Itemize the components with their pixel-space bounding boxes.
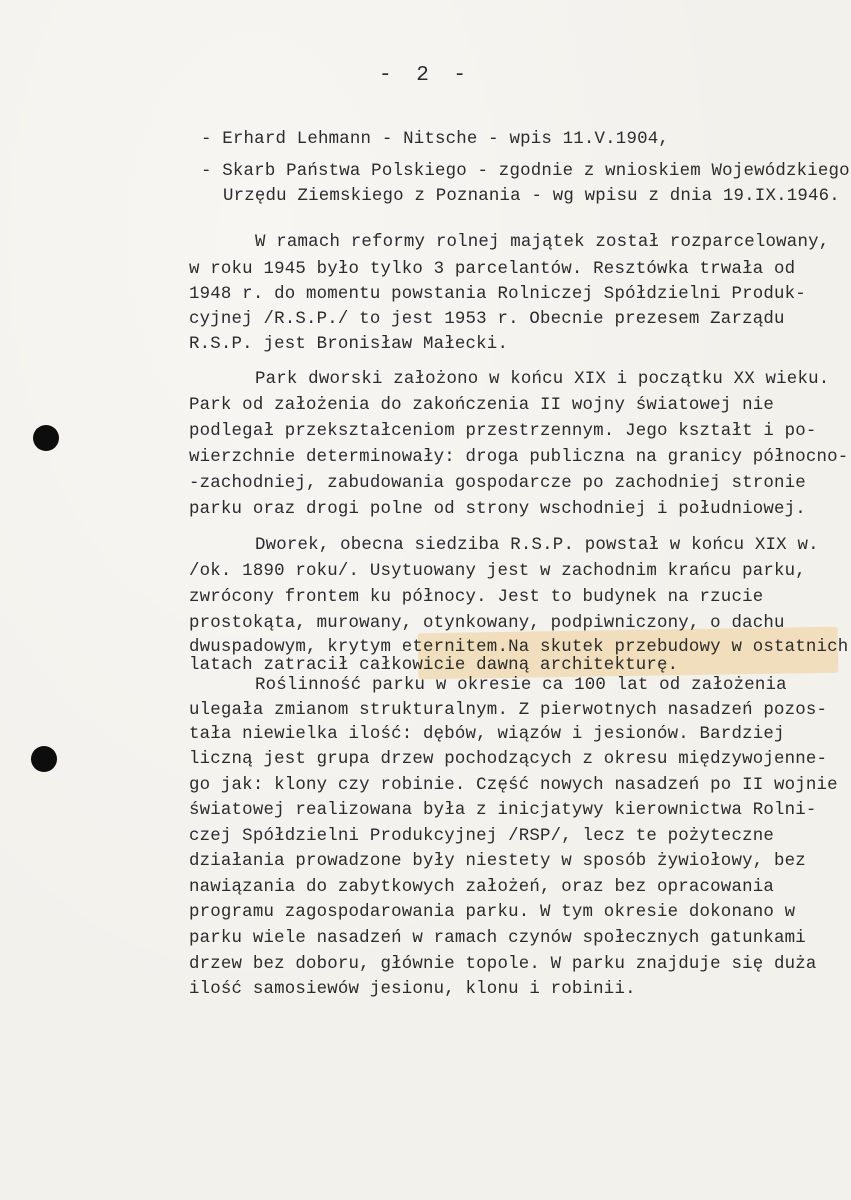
paragraph-line: działania prowadzone były niestety w sposób żywiołowy, bez <box>189 852 806 871</box>
paragraph-line: /ok. 1890 roku/. Usytuowany jest w zachodnim krańcu parku, <box>189 562 806 581</box>
paragraph-line: nawiązania do zabytkowych założeń, oraz bez opracowania <box>189 878 774 897</box>
paragraph-line: wierzchnie determinowały: droga publiczna na granicy północno- <box>189 448 849 467</box>
paragraph-line: W ramach reformy rolnej majątek został rozparcelowany, <box>255 233 830 252</box>
paragraph-line: liczną jest grupa drzew pochodzących z okresu międzywojenne- <box>189 750 828 769</box>
paragraph-line: latach zatracił całkowicie dawną architekturę. <box>189 656 679 675</box>
list-item: Urzędu Ziemskiego z Poznania - wg wpisu z dnia 19.IX.1946. <box>223 187 840 206</box>
paragraph-line: zwrócony frontem ku północy. Jest to budynek na rzucie <box>189 588 764 607</box>
page-number: - 2 - <box>378 64 472 87</box>
list-item: - Erhard Lehmann - Nitsche - wpis 11.V.1904, <box>201 130 669 149</box>
paragraph-line: Park dworski założono w końcu XIX i początku XX wieku. <box>255 370 830 389</box>
paragraph-line: R.S.P. jest Bronisław Małecki. <box>189 335 509 354</box>
paragraph-line: Roślinność parku w okresie ca 100 lat od założenia <box>255 676 787 695</box>
paragraph-line: drzew bez doboru, głównie topole. W parku znajduje się duża <box>189 955 817 974</box>
paragraph-line: czej Spółdzielni Produkcyjnej /RSP/, lecz te pożyteczne <box>189 827 774 846</box>
paragraph-line: prostokąta, murowany, otynkowany, podpiwniczony, o dachu <box>189 614 785 633</box>
paragraph-line: Dworek, obecna siedziba R.S.P. powstał w końcu XIX w. <box>255 536 819 555</box>
paragraph-line: programu zagospodarowania parku. W tym okresie dokonano w <box>189 903 796 922</box>
punch-hole <box>31 746 57 772</box>
paragraph-line: 1948 r. do momentu powstania Rolniczej Spółdzielni Produk- <box>189 285 806 304</box>
punch-hole <box>33 425 59 451</box>
paragraph-line: ulegała zmianom strukturalnym. Z pierwotnych nasadzeń pozos- <box>189 701 828 720</box>
paragraph-line: światowej realizowana była z inicjatywy kierownictwa Rolni- <box>189 801 817 820</box>
paragraph-line: cyjnej /R.S.P./ to jest 1953 r. Obecnie prezesem Zarządu <box>189 310 785 329</box>
paragraph-line: -zachodniej, zabudowania gospodarcze po zachodniej stronie <box>189 474 806 493</box>
list-item: - Skarb Państwa Polskiego - zgodnie z wnioskiem Wojewódzkiego <box>201 162 850 181</box>
paragraph-line: parku wiele nasadzeń w ramach czynów społecznych gatunkami <box>189 929 806 948</box>
paragraph-line: Park od założenia do zakończenia II wojny światowej nie <box>189 396 774 415</box>
paragraph-line: parku oraz drogi polne od strony wschodniej i południowej. <box>189 500 806 519</box>
paragraph-line: podlegał przekształceniom przestrzennym. Jego kształt i po- <box>189 422 817 441</box>
paragraph-line: ilość samosiewów jesionu, klonu i robinii. <box>189 980 636 999</box>
paragraph-line: tała niewielka ilość: dębów, wiązów i jesionów. Bardziej <box>189 725 785 744</box>
paragraph-line: w roku 1945 było tylko 3 parcelantów. Resztówka trwała od <box>189 260 796 279</box>
paragraph-line: dwuspadowym, krytym eternitem.Na skutek przebudowy w ostatnich <box>189 638 849 657</box>
paragraph-line: go jak: klony czy robinie. Część nowych nasadzeń po II wojnie <box>189 776 838 795</box>
